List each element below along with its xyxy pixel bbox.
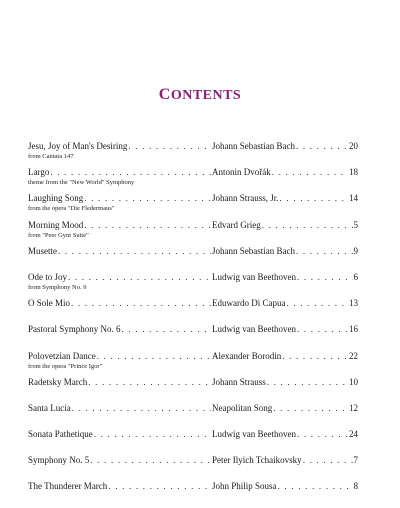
dot-leader: [278, 481, 353, 491]
dot-leader: [297, 272, 353, 282]
title-column: [28, 429, 212, 439]
composer-column: [212, 220, 358, 230]
composer-column: [212, 455, 358, 465]
toc-entry: [28, 481, 358, 507]
composer-column: [212, 429, 358, 439]
title-column: [28, 481, 212, 491]
title-column: [28, 246, 212, 256]
composer-column: [212, 481, 358, 491]
dot-leader: [296, 141, 348, 151]
toc-entry-line: [28, 351, 358, 361]
toc-title: Symphony No. 5: [28, 455, 90, 466]
toc-page-number: 6: [353, 271, 358, 282]
toc-entry: [28, 167, 358, 193]
composer-column: [212, 246, 358, 256]
toc-entry: [28, 351, 358, 377]
dot-leader: [50, 167, 211, 177]
toc-composer: John Philip Sousa: [212, 481, 277, 492]
title-column: [28, 220, 212, 230]
toc-entry: [28, 429, 358, 455]
toc-page-number: 20: [349, 141, 358, 151]
toc-composer: Johann Sebastian Bach: [212, 245, 295, 256]
toc-page-number: 7: [353, 455, 358, 466]
title-column: [28, 141, 212, 151]
toc-entry: [28, 220, 358, 246]
title-column: [28, 455, 212, 465]
toc-subtitle: from "Peer Gynt Suite": [28, 231, 89, 239]
composer-column: [212, 193, 358, 203]
toc-title: Pastoral Symphony No. 6: [28, 324, 121, 335]
toc-entry-line: [28, 298, 358, 308]
composer-column: [212, 403, 358, 413]
dot-leader: [297, 429, 348, 439]
toc-composer: Johann Strauss, Jr.: [212, 193, 279, 204]
toc-page-number: 16: [349, 324, 358, 335]
toc-composer: Eduwardo Di Capua: [212, 298, 286, 309]
dot-leader: [122, 324, 211, 334]
toc-title: Morning Mood: [28, 219, 84, 230]
toc-composer: Ludwig van Beethoven: [212, 271, 296, 282]
toc-title: Ode to Joy: [28, 271, 67, 282]
composer-column: [212, 298, 358, 308]
composer-column: [212, 377, 358, 387]
dot-leader: [297, 324, 348, 334]
toc-title: Sonata Pathetique: [28, 429, 93, 440]
toc-entry: [28, 246, 358, 272]
toc-title: Musette: [28, 245, 57, 256]
toc-entry-line: [28, 403, 358, 413]
toc-page-number: 22: [349, 350, 358, 361]
toc-composer: Edvard Grieg: [212, 219, 261, 230]
toc-title: Santa Lucia: [28, 402, 71, 413]
dot-leader: [88, 377, 211, 387]
dot-leader: [90, 455, 211, 465]
toc-page-number: 9: [353, 245, 358, 256]
toc-subtitle: theme from the "New World" Symphony: [28, 179, 135, 187]
toc-title: The Thunderer March: [28, 481, 108, 492]
toc-entry: [28, 403, 358, 429]
composer-column: [212, 351, 358, 361]
dot-leader: [273, 403, 348, 413]
dot-leader: [58, 246, 211, 256]
toc-composer: Neapolitan Song: [212, 402, 273, 413]
toc-entry-line: [28, 455, 358, 465]
toc-entry: [28, 455, 358, 481]
dot-leader: [280, 193, 348, 203]
dot-leader: [128, 141, 211, 151]
toc-entry-line: [28, 167, 358, 177]
toc-entry: [28, 193, 358, 219]
toc-subtitle: from Cantata 147: [28, 153, 74, 160]
dot-leader: [84, 220, 211, 230]
toc-entry-line: [28, 246, 358, 256]
composer-column: [212, 272, 358, 282]
toc-composer: Peter Ilyich Tchaikovsky: [212, 455, 302, 466]
dot-leader: [84, 193, 211, 203]
toc-composer: Ludwig van Beethoven: [212, 429, 296, 440]
toc-entry-line: [28, 220, 358, 230]
title-column: [28, 351, 212, 361]
title-column: [28, 167, 212, 177]
dot-leader: [282, 351, 348, 361]
toc-entry-line: [28, 429, 358, 439]
toc-title: Laughing Song: [28, 193, 84, 204]
toc-title: Largo: [28, 167, 50, 178]
dot-leader: [286, 298, 348, 308]
title-column: [28, 403, 212, 413]
dot-leader: [303, 455, 353, 465]
toc-title: Radetsky March: [28, 376, 88, 387]
toc-entry: [28, 324, 358, 350]
title-column: [28, 193, 212, 203]
toc-page-number: 8: [353, 481, 358, 492]
page-title-rest: ONTENTS: [170, 88, 242, 103]
toc-page-number: 14: [349, 193, 358, 204]
toc-entry-line: [28, 481, 358, 491]
toc-entry-line: [28, 324, 358, 334]
toc-entry: [28, 141, 358, 167]
toc-entry: [28, 298, 358, 324]
dot-leader: [94, 429, 211, 439]
toc-page-number: 5: [353, 219, 358, 230]
toc-composer: Johann Sebastian Bach: [212, 141, 295, 151]
toc-subtitle: from the opera "Die Fledermaus": [28, 205, 115, 213]
toc-entry-line: [28, 377, 358, 387]
toc-page-number: 24: [349, 429, 358, 440]
toc-title: Polovetzian Dance: [28, 350, 96, 361]
dot-leader: [71, 298, 211, 308]
toc-page-number: 13: [349, 298, 358, 309]
composer-column: [212, 167, 358, 177]
toc-page-number: 12: [349, 402, 358, 413]
toc-composer: Antonin Dvořák: [212, 167, 271, 178]
dot-leader: [296, 246, 353, 256]
dot-leader: [262, 220, 353, 230]
title-column: [28, 272, 212, 282]
page-title-initial: C: [158, 86, 171, 103]
toc-subtitle: from Symphony No. 9: [28, 283, 87, 291]
toc-subtitle: from the opera "Prince Igor": [28, 362, 103, 370]
dot-leader: [97, 351, 211, 361]
toc-title: O Sole Mio: [28, 298, 71, 309]
composer-column: [212, 141, 358, 151]
toc-composer: Alexander Borodin: [212, 350, 282, 361]
title-column: [28, 298, 212, 308]
toc-page-number: 10: [349, 376, 358, 387]
toc-title: Jesu, Joy of Man's Desiring: [28, 141, 128, 151]
table-of-contents: [28, 141, 358, 508]
dot-leader: [68, 272, 211, 282]
toc-entry-line: [28, 193, 358, 203]
dot-leader: [267, 377, 348, 387]
toc-composer: Ludwig van Beethoven: [212, 324, 296, 335]
toc-entry: [28, 377, 358, 403]
toc-page-number: 18: [349, 167, 358, 178]
title-column: [28, 324, 212, 334]
toc-composer: Johann Strauss: [212, 376, 266, 387]
dot-leader: [108, 481, 211, 491]
composer-column: [212, 324, 358, 334]
dot-leader: [272, 167, 348, 177]
toc-entry: [28, 272, 358, 298]
page-title: [0, 86, 400, 104]
toc-entry-line: [28, 272, 358, 282]
dot-leader: [72, 403, 211, 413]
title-column: [28, 377, 212, 387]
toc-entry-line: [28, 141, 358, 151]
